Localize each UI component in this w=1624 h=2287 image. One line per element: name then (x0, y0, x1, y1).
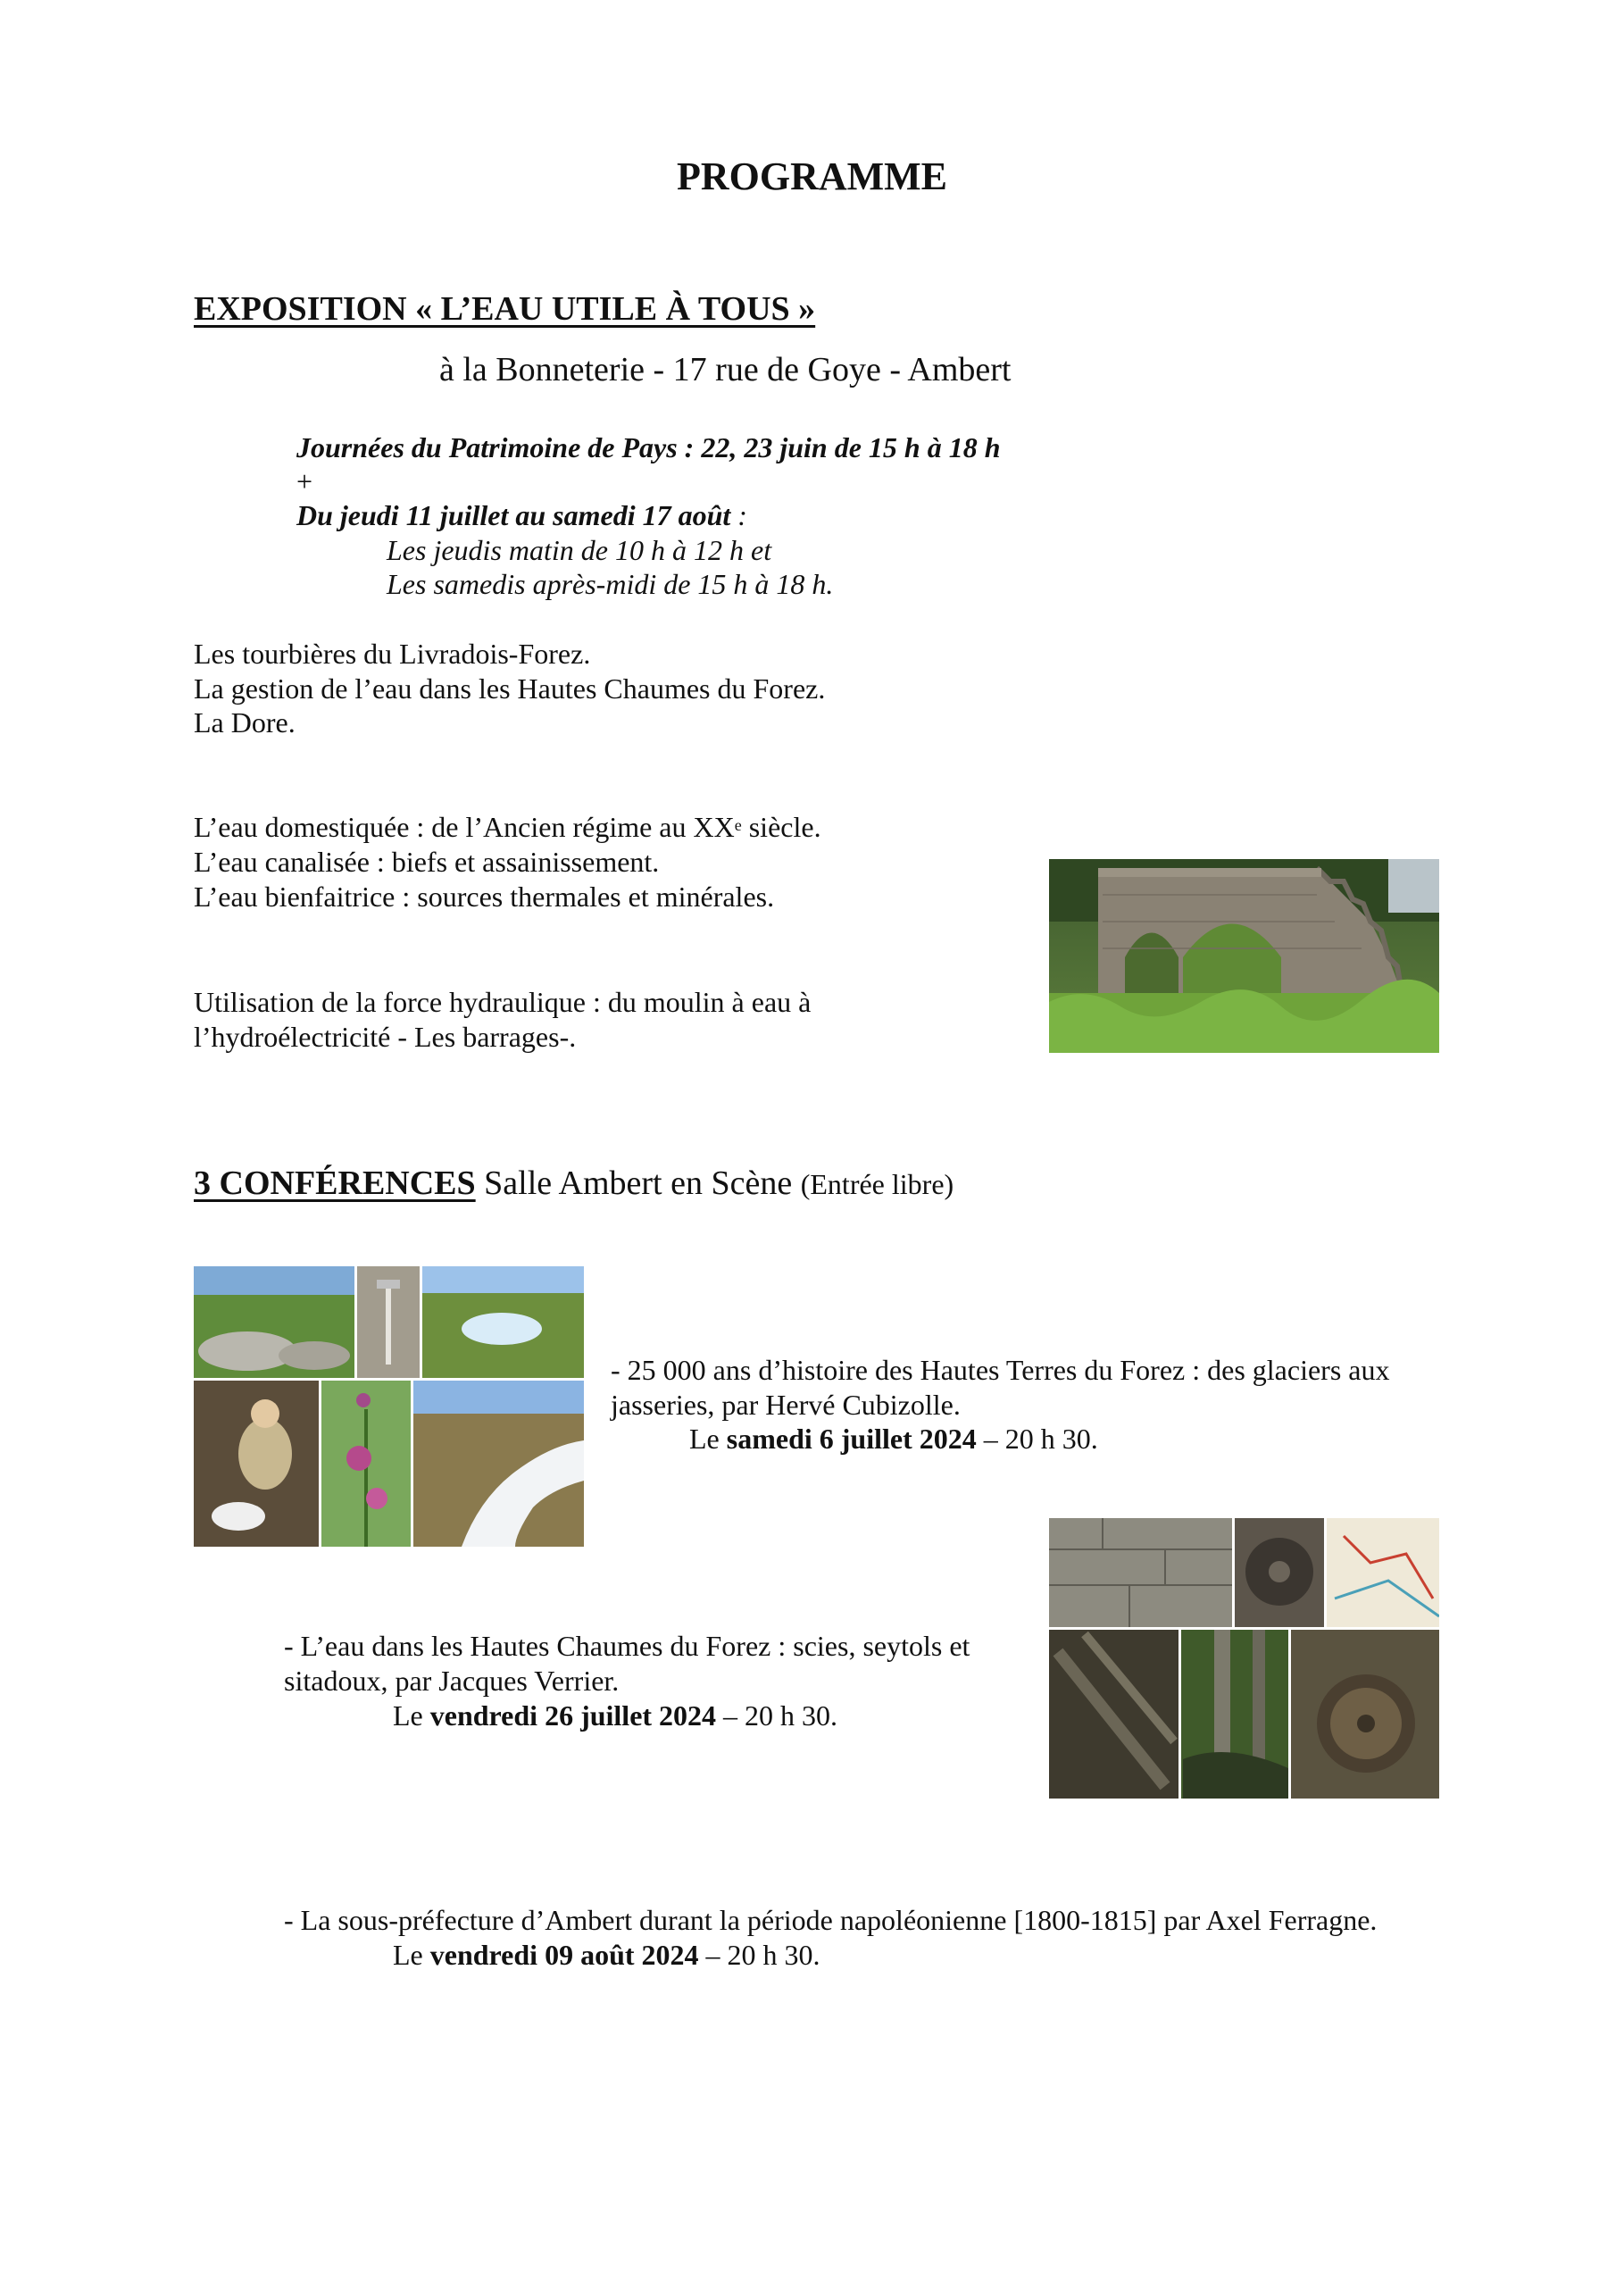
periode-colon: : (730, 499, 747, 531)
exposition-heading: EXPOSITION « L’EAU UTILE À TOUS » (194, 290, 816, 328)
theme-eau-canalisee: L’eau canalisée : biefs et assainissement. (194, 846, 660, 878)
theme-gestion-eau: La gestion de l’eau dans les Hautes Chaumes du Forez. (194, 672, 826, 705)
conference-3-le: Le (393, 1939, 430, 1971)
theme-force-hydraulique-1: Utilisation de la force hydraulique : du moulin à eau à (194, 986, 812, 1018)
theme-tourbieres: Les tourbières du Livradois-Forez. (194, 638, 591, 670)
forez-highlands-collage (194, 1266, 584, 1547)
conference-1-speaker: jasseries, par Hervé Cubizolle. (611, 1389, 961, 1421)
conferences-heading: 3 CONFÉRENCES (194, 1164, 476, 1202)
conference-2-date-line (393, 1699, 837, 1733)
conference-1-title: - 25 000 ans d’histoire des Hautes Terres du Forez : des glaciers aux (611, 1354, 1390, 1386)
conference-1-date-line (689, 1422, 1098, 1457)
conference-3-title: - La sous-préfecture d’Ambert durant la période napoléonienne [1800-1815] par Axel Ferragne. (284, 1904, 1378, 1936)
conference-2-date: vendredi 26 juillet 2024 (429, 1699, 717, 1732)
theme-eau-domestiquee (194, 810, 821, 845)
jeudis-hours: Les jeudis matin de 10 h à 12 h et (387, 534, 772, 566)
conference-2-speaker: sitadoux, par Jacques Verrier. (284, 1665, 620, 1697)
journees-patrimoine: Journées du Patrimoine de Pays : 22, 23 juin de 15 h à 18 h (296, 431, 1001, 463)
century-superscript: e (734, 816, 742, 834)
conference-2-time: – 20 h 30. (716, 1699, 838, 1732)
aqueduct-photo (1049, 859, 1439, 1053)
mills-collage (1049, 1518, 1439, 1799)
conference-2-le: Le (393, 1699, 430, 1732)
samedis-hours: Les samedis après-midi de 15 h à 18 h. (387, 568, 834, 600)
conference-3-date: vendredi 09 août 2024 (429, 1939, 699, 1971)
conferences-entry: (Entrée libre) (800, 1168, 954, 1200)
exposition-location: à la Bonneterie - 17 rue de Goye - Ambert (439, 351, 1012, 388)
periode-dates: Du jeudi 11 juillet au samedi 17 août (296, 499, 731, 531)
theme-eau-bienfaitrice: L’eau bienfaitrice : sources thermales et minérales. (194, 881, 775, 913)
periode-line (296, 498, 747, 533)
conference-1-time: – 20 h 30. (976, 1423, 1098, 1455)
conferences-heading-line (194, 1164, 954, 1203)
conferences-venue: Salle Ambert en Scène (475, 1164, 801, 1202)
page-title: PROGRAMME (676, 154, 948, 198)
conference-1-date: samedi 6 juillet 2024 (726, 1423, 977, 1455)
conference-3-time: – 20 h 30. (698, 1939, 820, 1971)
conference-1-le: Le (689, 1423, 727, 1455)
conference-3-date-line (393, 1938, 820, 1973)
theme-eau-domestiquee-text: L’eau domestiquée : de l’Ancien régime au XX (194, 811, 735, 843)
theme-eau-domestiquee-end: siècle. (741, 811, 821, 843)
theme-dore: La Dore. (194, 706, 296, 739)
conference-2-title: - L’eau dans les Hautes Chaumes du Forez : scies, seytols et (284, 1630, 970, 1662)
theme-force-hydraulique-2: l’hydroélectricité - Les barrages-. (194, 1021, 577, 1053)
plus-sign: + (296, 465, 313, 497)
